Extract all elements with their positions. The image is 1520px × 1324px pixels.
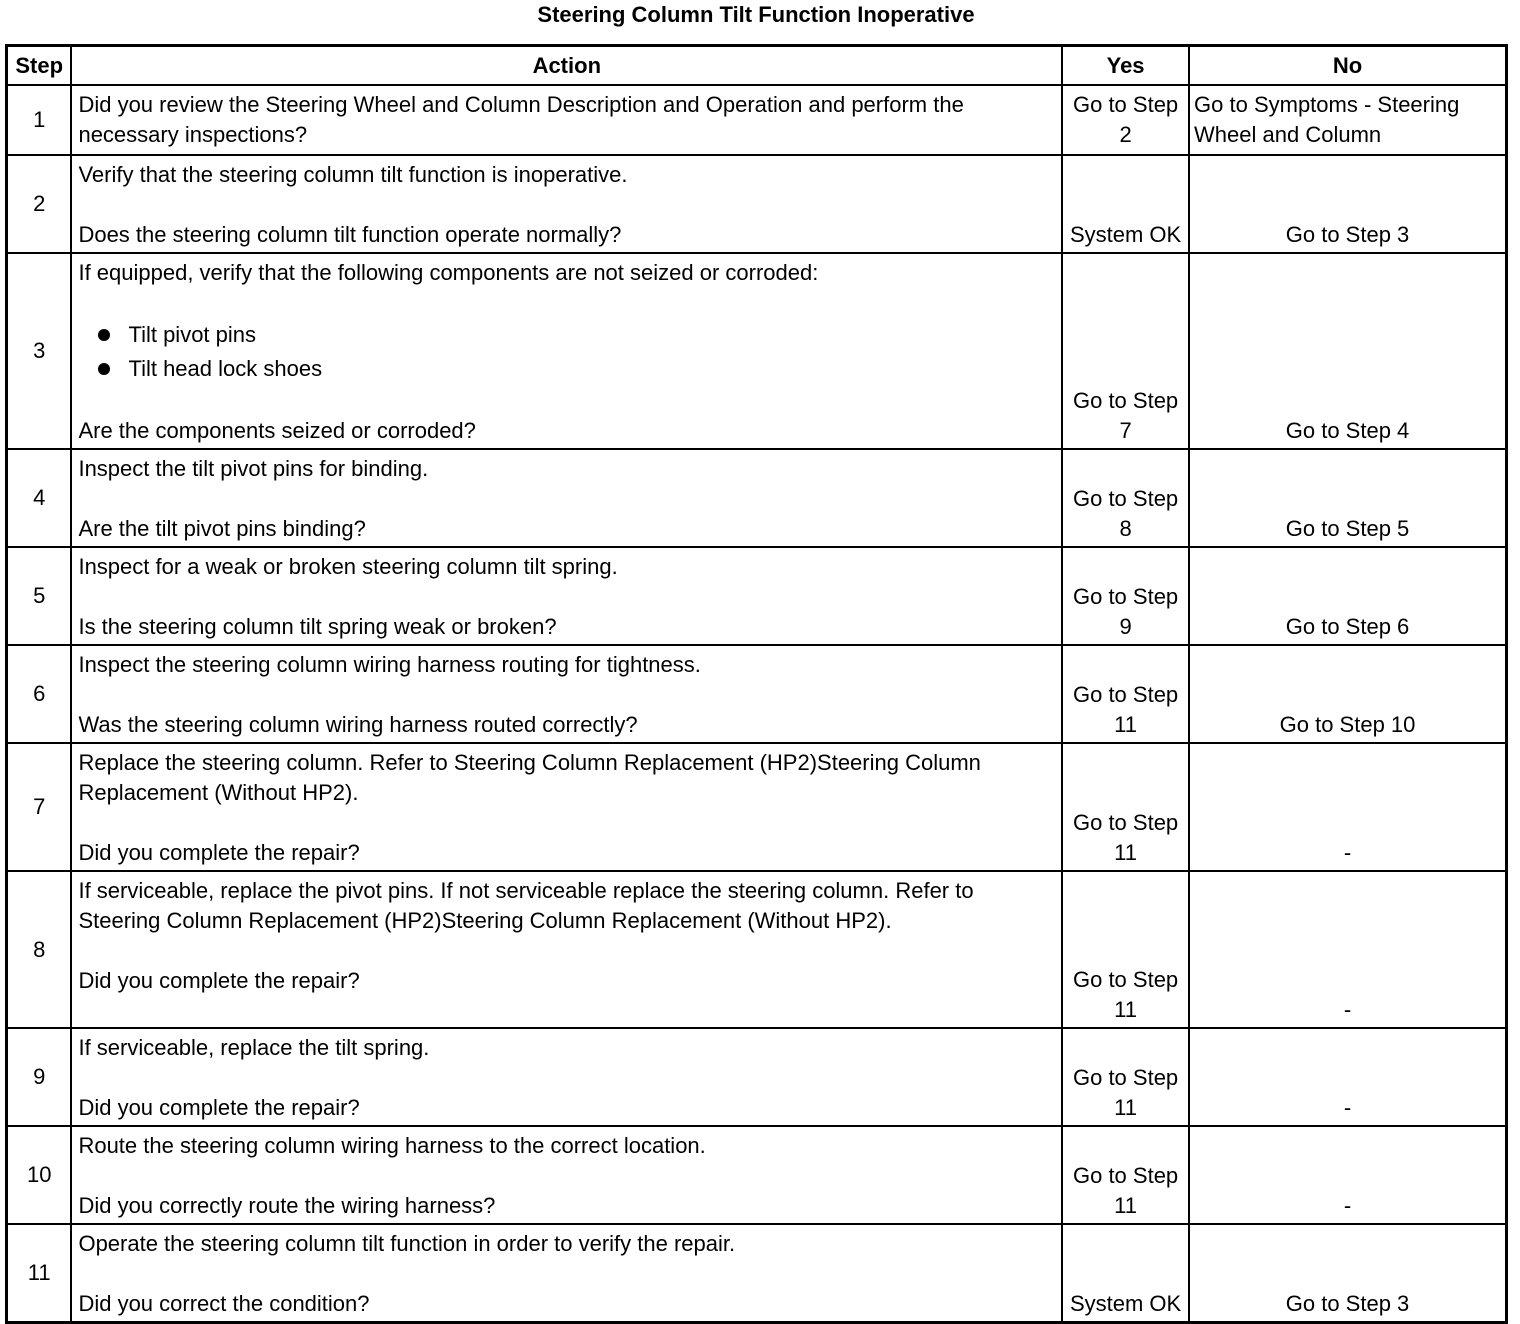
action-paragraph: Did you correct the condition? — [78, 1291, 370, 1316]
step-cell: 9 — [7, 1028, 72, 1126]
bullet-list — [78, 318, 1055, 386]
no-cell: Go to Step 10 — [1189, 645, 1506, 743]
yes-cell: System OK — [1062, 155, 1189, 253]
yes-cell: Go to Step 11 — [1062, 743, 1189, 871]
action-cell — [71, 1126, 1062, 1224]
step-cell: 3 — [7, 253, 72, 449]
table-row — [7, 253, 1507, 449]
yes-cell: Go to Step 11 — [1062, 645, 1189, 743]
yes-cell: Go to Step 7 — [1062, 253, 1189, 449]
action-paragraph: Did you review the Steering Wheel and Column Description and Operation and perform the necessary inspections? — [78, 92, 964, 147]
yes-cell: System OK — [1062, 1224, 1189, 1323]
no-cell: Go to Step 3 — [1189, 155, 1506, 253]
action-paragraph: Did you correctly route the wiring harness? — [78, 1193, 496, 1218]
action-cell — [71, 547, 1062, 645]
action-cell — [71, 155, 1062, 253]
action-paragraph: Is the steering column tilt spring weak or broken? — [78, 614, 557, 639]
action-cell — [71, 871, 1062, 1028]
action-paragraph: Inspect for a weak or broken steering column tilt spring. — [78, 554, 618, 579]
action-paragraph: Did you complete the repair? — [78, 840, 360, 865]
table-row — [7, 155, 1507, 253]
table-row — [7, 1224, 1507, 1323]
header-row — [7, 46, 1507, 86]
no-cell: - — [1189, 1126, 1506, 1224]
step-cell: 4 — [7, 449, 72, 547]
action-paragraph: Operate the steering column tilt function in order to verify the repair. — [78, 1231, 736, 1256]
action-cell — [71, 743, 1062, 871]
bullet-item: Tilt head lock shoes — [98, 352, 1055, 386]
action-paragraph: Was the steering column wiring harness routed correctly? — [78, 712, 638, 737]
step-cell: 8 — [7, 871, 72, 1028]
page-title: Steering Column Tilt Function Inoperative — [537, 2, 975, 27]
action-paragraph: Are the components seized or corroded? — [78, 418, 476, 443]
action-cell — [71, 1028, 1062, 1126]
action-paragraph: Replace the steering column. Refer to Steering Column Replacement (HP2)Steering Column Replacement (Without HP2). — [78, 750, 981, 805]
action-cell — [71, 645, 1062, 743]
step-cell: 1 — [7, 85, 72, 155]
no-cell: - — [1189, 743, 1506, 871]
table-row — [7, 1126, 1507, 1224]
action-paragraph: Did you complete the repair? — [78, 1095, 360, 1120]
action-paragraph: Inspect the tilt pivot pins for binding. — [78, 456, 429, 481]
step-cell: 7 — [7, 743, 72, 871]
action-paragraph: If serviceable, replace the pivot pins. If not serviceable replace the steering column. Refer to Steering Column Replacement (HP2)Steering Column Replacement (Without HP2). — [78, 878, 974, 933]
action-cell — [71, 253, 1062, 449]
no-cell: - — [1189, 1028, 1506, 1126]
action-paragraph: Verify that the steering column tilt function is inoperative. — [78, 162, 628, 187]
table-row — [7, 449, 1507, 547]
header-no: No — [1189, 46, 1506, 86]
yes-cell: Go to Step 11 — [1062, 1126, 1189, 1224]
yes-cell: Go to Step 2 — [1062, 85, 1189, 155]
yes-cell: Go to Step 8 — [1062, 449, 1189, 547]
table-row — [7, 871, 1507, 1028]
table-row — [7, 85, 1507, 155]
action-cell — [71, 85, 1062, 155]
yes-cell: Go to Step 11 — [1062, 1028, 1189, 1126]
action-paragraph: Does the steering column tilt function operate normally? — [78, 222, 622, 247]
action-paragraph: If serviceable, replace the tilt spring. — [78, 1035, 430, 1060]
action-paragraph: Route the steering column wiring harness to the correct location. — [78, 1133, 706, 1158]
table-row — [7, 1028, 1507, 1126]
no-cell: Go to Step 4 — [1189, 253, 1506, 449]
table-row — [7, 743, 1507, 871]
header-yes: Yes — [1062, 46, 1189, 86]
step-cell: 6 — [7, 645, 72, 743]
header-action: Action — [71, 46, 1062, 86]
action-paragraph: If equipped, verify that the following components are not seized or corroded: — [78, 260, 819, 285]
step-cell: 2 — [7, 155, 72, 253]
table-row — [7, 547, 1507, 645]
action-cell — [71, 449, 1062, 547]
action-paragraph: Did you complete the repair? — [78, 968, 360, 993]
no-cell: Go to Step 6 — [1189, 547, 1506, 645]
no-cell: Go to Step 5 — [1189, 449, 1506, 547]
bullet-item: Tilt pivot pins — [98, 318, 1055, 352]
step-cell: 5 — [7, 547, 72, 645]
diagnostic-table — [5, 44, 1508, 1324]
table-row — [7, 645, 1507, 743]
no-cell: Go to Symptoms - Steering Wheel and Column — [1189, 85, 1506, 155]
step-cell: 11 — [7, 1224, 72, 1323]
action-paragraph: Inspect the steering column wiring harness routing for tightness. — [78, 652, 701, 677]
action-cell — [71, 1224, 1062, 1323]
yes-cell: Go to Step 11 — [1062, 871, 1189, 1028]
header-step: Step — [7, 46, 72, 86]
no-cell: Go to Step 3 — [1189, 1224, 1506, 1323]
step-cell: 10 — [7, 1126, 72, 1224]
no-cell: - — [1189, 871, 1506, 1028]
yes-cell: Go to Step 9 — [1062, 547, 1189, 645]
action-paragraph: Are the tilt pivot pins binding? — [78, 516, 366, 541]
